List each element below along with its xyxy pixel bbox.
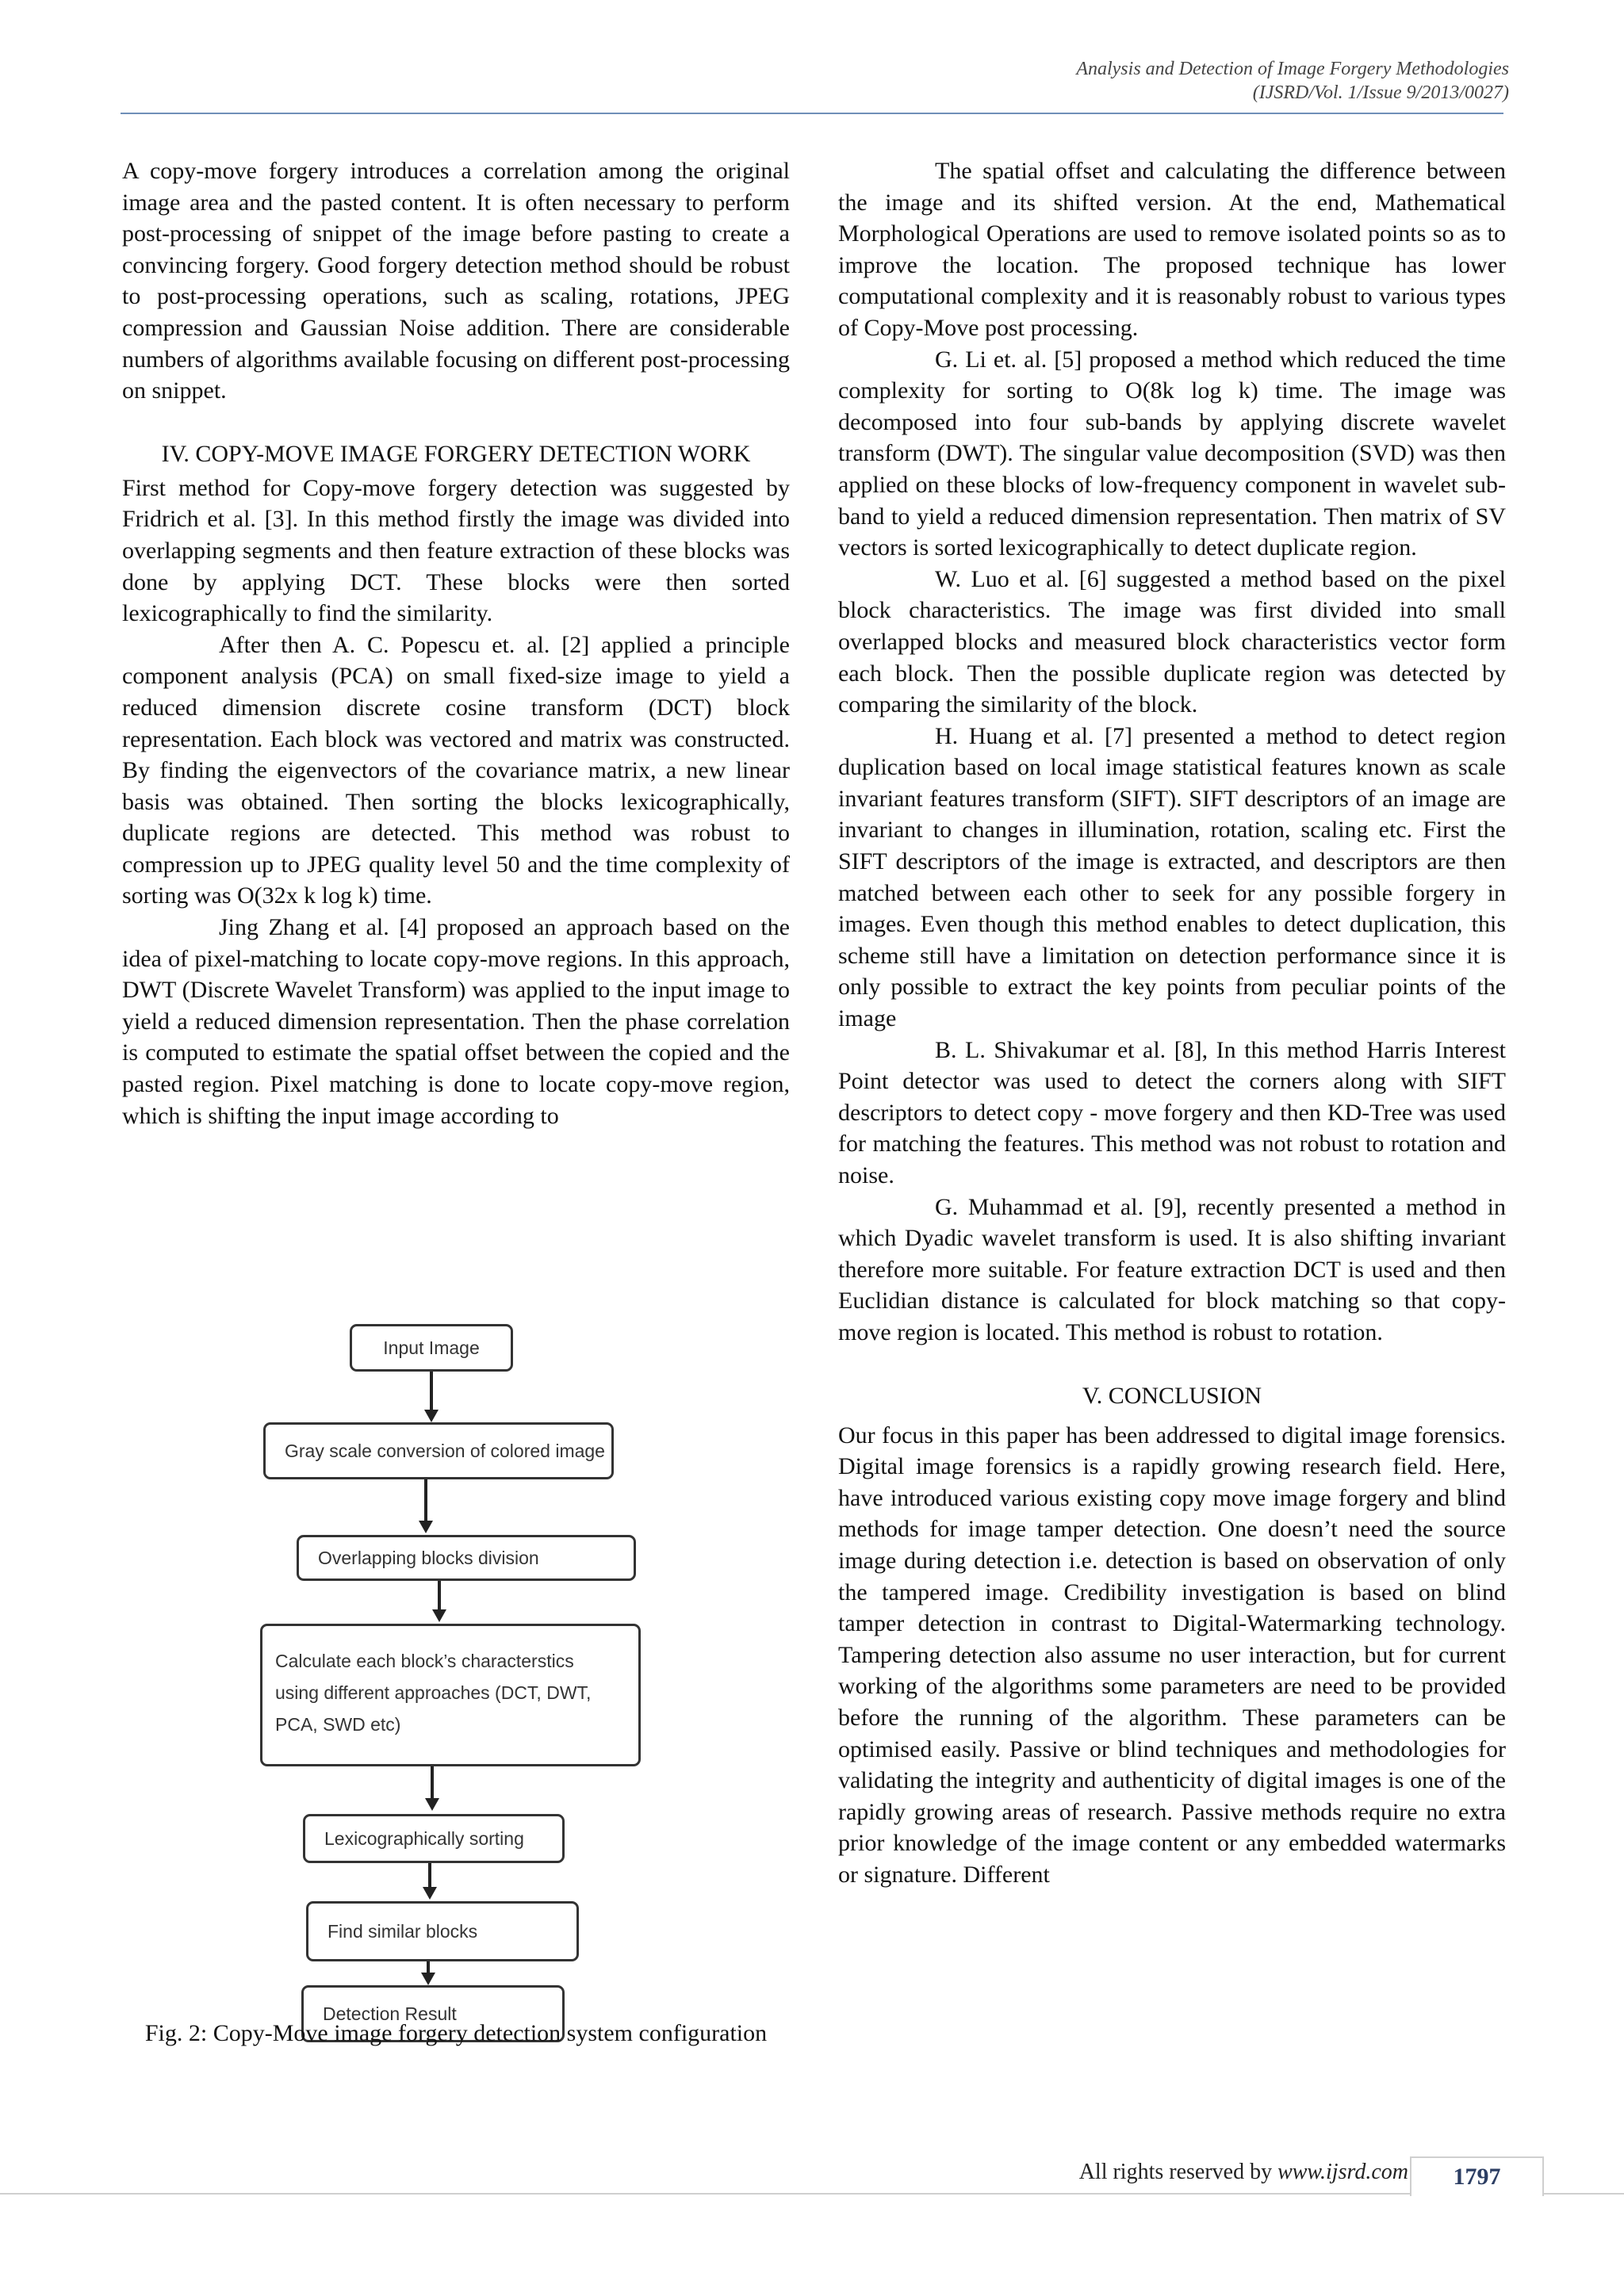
footer-rights-label: All rights reserved by xyxy=(1078,2160,1273,2184)
paragraph: After then A. C. Popescu et. al. [2] applied a principle component analysis (PCA) on small fixed-size image to yield a reduced dimension discrete cosine transform (DCT) block representation. Each block was vectored and matrix was constructed. By finding the eigenvectors of the covariance matrix, a new linear basis was obtained. Then sorting the blocks lexicographically, duplicate regions are detected. This method was robust to compression up to JPEG quality level 50 and the time complexity of sorting was O(32x k log k) time. xyxy=(122,631,790,909)
paragraph: First method for Copy-move forgery detection was suggested by Fridrich et al. [3]. In this method firstly the image was divided into overlapping segments and then feature extraction of these blocks was done by applying DCT. These blocks were then sorted lexicographically to find the similarity. xyxy=(122,474,790,627)
flow-step-find-similar-blocks: Find similar blocks xyxy=(306,1901,579,1961)
paragraph: B. L. Shivakumar et al. [8], In this method Harris Interest Point detector was used to detect the corners along with SIFT descriptors to detect copy - move forgery and then KD-Tree was used for matching the features. This method was not robust to rotation and noise. xyxy=(838,1036,1506,1188)
flow-arrow xyxy=(430,1372,433,1413)
footer-rule xyxy=(0,2193,1624,2195)
running-header xyxy=(1076,57,1509,105)
flow-step-grayscale: Gray scale conversion of colored image xyxy=(263,1422,614,1479)
header-title: Analysis and Detection of Image Forgery Methodologies xyxy=(1076,59,1509,79)
flow-arrow xyxy=(438,1581,441,1613)
flow-step-block-characteristics: Calculate each block’s characterstics using different approaches (DCT, DWT, PCA, SWD etc) xyxy=(260,1624,641,1766)
flow-arrow xyxy=(424,1479,427,1524)
flow-arrow xyxy=(431,1766,434,1801)
flowchart-figure xyxy=(122,1307,790,2024)
page-footer xyxy=(0,2156,1624,2204)
paragraph: The spatial offset and calculating the difference between the image and its shifted version. At the end, Mathematical Morphological Operations are used to remove isolated points so as to improve the location. The proposed technique has lower computational complexity and it is reasonably robust to various types of Copy-Move post processing. xyxy=(838,158,1506,341)
arrow-head-icon xyxy=(432,1609,446,1622)
paragraph: G. Li et. al. [5] proposed a method which reduced the time complexity for sorting to O(8k log k) time. The image was decomposed into four sub-bands by applying discrete wavelet transform (DWT). The singular value decomposition (SVD) was then applied on these blocks of low-frequency component in wavelet sub-band to yield a reduced dimension representation. Then matrix of SV vectors is sorted lexicographically to detect duplicate region. xyxy=(838,346,1506,561)
arrow-head-icon xyxy=(419,1521,433,1533)
page-number: 1797 xyxy=(1410,2156,1544,2196)
paragraph: W. Luo et al. [6] suggested a method based on the pixel block characteristics. The image was first divided into small overlapped blocks and measured block characteristics vector form each block. Then the possible duplicate region was detected by comparing the similarity of the block. xyxy=(838,565,1506,718)
flow-step-detection-result: Detection Result xyxy=(301,1985,565,2042)
flow-step-overlapping-blocks: Overlapping blocks division xyxy=(297,1535,636,1581)
footer-rights xyxy=(1079,2160,1408,2185)
paragraph: H. Huang et al. [7] presented a method to detect region duplication based on local image statistical features known as scale invariant features transform (SIFT). SIFT descriptors of an image are invariant to changes in illumination, rotation, scaling etc. First the SIFT descriptors of the image is extracted, and descriptors are then matched between each other to seek for any possible forgery in images. Even though this method enables to detect duplication, this scheme still have a limitation on detection performance since it is only possible to extract the key points from peculiar points of the image xyxy=(838,722,1506,1032)
arrow-head-icon xyxy=(421,1973,435,1985)
flow-step-lexicographic-sorting: Lexicographically sorting xyxy=(303,1814,565,1863)
flow-step-input-image: Input Image xyxy=(350,1324,513,1372)
arrow-head-icon xyxy=(424,1410,439,1422)
paragraph: Jing Zhang et al. [4] proposed an approach based on the idea of pixel-matching to locate copy-move regions. In this approach, DWT (Discrete Wavelet Transform) was applied to the input image to yield a reduced dimension representation. Then the phase correlation is computed to estimate the spatial offset between the copied and the pasted region. Pixel matching is done to locate copy-move region, which is shifting the input image according to xyxy=(122,914,790,1129)
footer-site-link[interactable]: www.ijsrd.com xyxy=(1277,2160,1408,2184)
arrow-head-icon xyxy=(423,1887,437,1900)
arrow-head-icon xyxy=(425,1798,439,1811)
header-rule xyxy=(121,113,1503,114)
paragraph: Our focus in this paper has been addressed to digital image forensics. Digital image forensics is a rapidly growing research field. Here, have introduced various existing copy move image forgery and blind methods for image tamper detection. One doesn’t need the source image during detection i.e. detection is based on observation of only the tampered image. Credibility investigation is based on blind tamper detection in contrast to Digital-Watermarking technology. Tampering detection also assume no user interaction, but for current working of the algorithms some parameters are need to be provided before the running of the algorithm. These parameters can be optimised easily. Passive or blind techniques and methodologies for validating the integrity and authenticity of digital images is one of the rapidly growing areas of research. Passive methods require no extra prior knowledge of the image content or any embedded watermarks or signature. Different xyxy=(838,1422,1506,1888)
left-column xyxy=(122,155,790,1131)
figure-caption: Fig. 2: Copy-Move image forgery detection system configuration xyxy=(144,2020,768,2046)
right-column xyxy=(838,155,1506,1890)
section-heading-iv: IV. COPY-MOVE IMAGE FORGERY DETECTION WORK xyxy=(161,440,751,467)
paragraph: A copy-move forgery introduces a correlation among the original image area and the pasted content. It is often necessary to perform post-processing of snippet of the image before pasting to create a convincing forgery. Good forgery detection method should be robust to post-processing operations, such as scaling, rotations, JPEG compression and Gaussian Noise addition. There are considerable numbers of algorithms available focusing on different post-processing on snippet. xyxy=(122,158,790,404)
paragraph: G. Muhammad et al. [9], recently presented a method in which Dyadic wavelet transform is used. It is also shifting invariant therefore more suitable. For feature extraction DCT is used and then Euclidian distance is calculated for block matching so that copy-move region is located. This method is robust to rotation. xyxy=(838,1193,1506,1345)
header-issue: (IJSRD/Vol. 1/Issue 9/2013/0027) xyxy=(1252,82,1509,103)
section-heading-v: V. CONCLUSION xyxy=(1082,1382,1262,1409)
flow-arrow xyxy=(428,1863,431,1890)
